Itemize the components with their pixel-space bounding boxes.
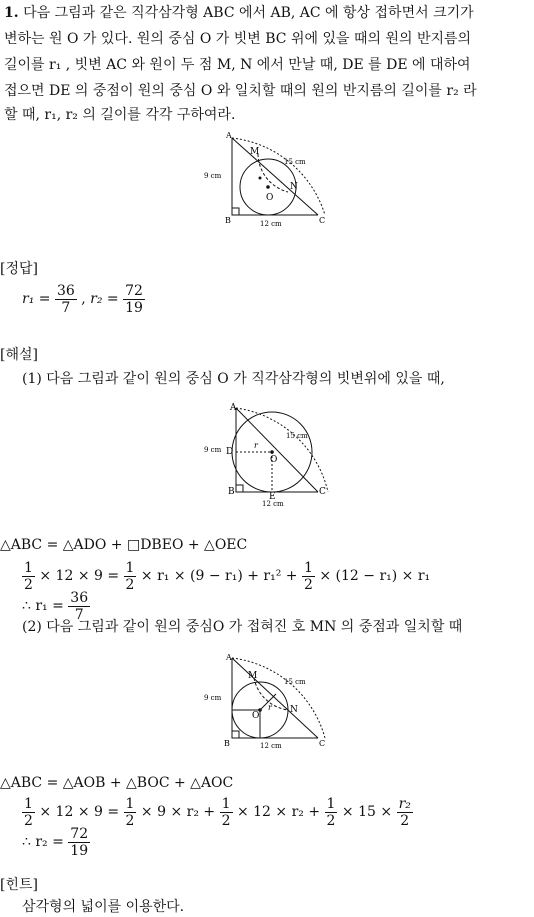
- frac-den: 2: [221, 812, 231, 829]
- solution-part1: (1) 다음 그림과 같이 원의 중심 O 가 직각삼각형의 빗변위에 있을 때,: [22, 371, 445, 387]
- problem-number: 1.: [4, 5, 19, 21]
- answer-r2-fraction: [123, 283, 145, 316]
- frac-den: 2: [326, 812, 336, 829]
- fig1-len-ac: 15 cm: [284, 158, 306, 166]
- problem-text-3: 길이를 r₁ , 빗변 AC 와 원이 두 점 M, N 에서 만날 때, DE 를 DE 에 대하여: [4, 57, 471, 73]
- frac-num: 1: [125, 559, 135, 576]
- problem-text-1: 다음 그림과 같은 직각삼각형 ABC 에서 AB, AC 에 항상 접하면서 크기가: [23, 5, 474, 21]
- fig1-label-m: M: [250, 147, 260, 157]
- fig2-label-e: E: [269, 492, 276, 502]
- fig2-len-ac: 15 cm: [286, 432, 308, 440]
- fig3-len-bc: 12 cm: [260, 742, 282, 750]
- fig2-label-d: D: [226, 447, 234, 457]
- problem-text-2: 변하는 원 O 가 있다. 원의 중심 O 가 빗변 BC 위에 있을 때의 원의 반지름의: [4, 31, 472, 47]
- answer-r1-fraction: [55, 283, 77, 316]
- result-2-fraction: [68, 826, 90, 859]
- frac-num: r₂: [398, 795, 411, 812]
- fig2-label-b: B: [228, 487, 235, 497]
- frac-num: 1: [304, 559, 313, 576]
- frac-den: 2: [304, 576, 313, 593]
- answer-r2-lhs: r₂ =: [90, 291, 119, 307]
- answer-line: [22, 278, 145, 320]
- figure-solution-1: [200, 400, 340, 510]
- fig1-label-n: N: [290, 182, 298, 192]
- fig2-len-bc: 12 cm: [262, 500, 284, 508]
- fraction-half: [325, 796, 338, 829]
- fig3-label-b: B: [224, 739, 230, 748]
- frac-den: 2: [24, 812, 33, 829]
- problem-text-4: 접으면 DE 의 중점이 원의 중심 O 와 일치할 때의 원의 반지름의 길이를 r₂ 라: [4, 83, 477, 99]
- fig3-label-m: M: [248, 671, 258, 681]
- fraction-half: [124, 560, 137, 593]
- answer-r1-den: 7: [61, 299, 71, 316]
- eq4-part-f: × 15 ×: [341, 804, 393, 820]
- fig1-len-bc: 12 cm: [260, 220, 282, 228]
- frac-num: 1: [125, 795, 135, 812]
- hint-text: 삼각형의 넓이를 이용한다.: [22, 899, 185, 915]
- eq2-part-d: × r₁ × (9 − r₁) + r₁² +: [140, 568, 298, 584]
- solution-heading: [해설]: [0, 347, 38, 363]
- fraction-half: [124, 796, 137, 829]
- answer-r1-num: 36: [56, 282, 75, 299]
- solution-eq1: △ABC = △ADO + □DBEO + △OEC: [0, 537, 248, 553]
- figure-solution-2: [200, 650, 340, 750]
- eq2-part-c: × 12 × 9 =: [39, 568, 120, 584]
- frac-num: 1: [24, 795, 33, 812]
- solution-eq3: △ABC = △AOB + △BOC + △AOC: [0, 775, 234, 791]
- fig3-len-ab: 9 cm: [204, 694, 222, 702]
- res1-num: 36: [70, 589, 89, 606]
- fraction-r2-over-2: [397, 796, 413, 829]
- answer-heading: [정답]: [0, 261, 38, 277]
- answer-r2-den: 19: [125, 299, 143, 316]
- hint-heading: [힌트]: [0, 877, 38, 893]
- frac-num: 1: [221, 795, 231, 812]
- figure-problem: [200, 130, 340, 230]
- fig1-label-o: O: [266, 193, 274, 203]
- fig3-label-n: N: [290, 705, 298, 715]
- fig3-len-ac: 15 cm: [284, 678, 306, 686]
- therefore-2-label: ∴ r₂ =: [22, 834, 64, 850]
- fig1-label-b: B: [225, 216, 231, 225]
- res1-den: 7: [74, 606, 84, 623]
- res2-den: 19: [70, 842, 89, 859]
- therefore-1-label: ∴ r₁ =: [22, 598, 64, 614]
- eq4-part-c: × 12 × 9 =: [39, 804, 120, 820]
- eq4-part-e: × 12 × r₂ +: [236, 804, 321, 820]
- frac-den: 2: [24, 576, 33, 593]
- eq2-part-e: × (12 − r₁) × r₁: [319, 568, 431, 584]
- fig3-label-c: C: [319, 739, 326, 748]
- eq4-part-d: × 9 × r₂ +: [140, 804, 216, 820]
- fig1-label-a: A: [226, 131, 232, 140]
- answer-sep: ,: [81, 291, 86, 307]
- solution-therefore-2: [22, 822, 90, 862]
- fig3-label-r: r: [268, 703, 272, 712]
- frac-num: 1: [24, 559, 33, 576]
- fig3-label-o: O: [252, 711, 260, 721]
- frac-den: 2: [125, 576, 135, 593]
- frac-den: 2: [400, 812, 410, 829]
- frac-num: 1: [326, 795, 336, 812]
- fig3-label-a: A: [226, 653, 232, 662]
- frac-den: 2: [125, 812, 135, 829]
- fig2-label-a: A: [230, 403, 237, 413]
- fig2-label-o: O: [270, 455, 278, 465]
- res2-num: 72: [70, 825, 89, 842]
- fig1-len-ab: 9 cm: [204, 172, 222, 180]
- problem-text-5: 할 때, r₁, r₂ 의 길이를 각각 구하여라.: [4, 107, 236, 123]
- answer-r1-lhs: r₁ =: [22, 291, 51, 307]
- fraction-half: [302, 560, 315, 593]
- fig2-label-c: C: [319, 487, 326, 497]
- fig1-label-c: C: [319, 216, 326, 225]
- answer-r2-num: 72: [125, 282, 143, 299]
- problem-line-1: [4, 4, 474, 22]
- fig2-len-ab: 9 cm: [204, 446, 222, 454]
- solution-part2: (2) 다음 그림과 같이 원의 중심O 가 접혀진 호 MN 의 중점과 일치할 때: [22, 619, 463, 635]
- fig2-label-r: r: [254, 441, 258, 450]
- fraction-half: [220, 796, 233, 829]
